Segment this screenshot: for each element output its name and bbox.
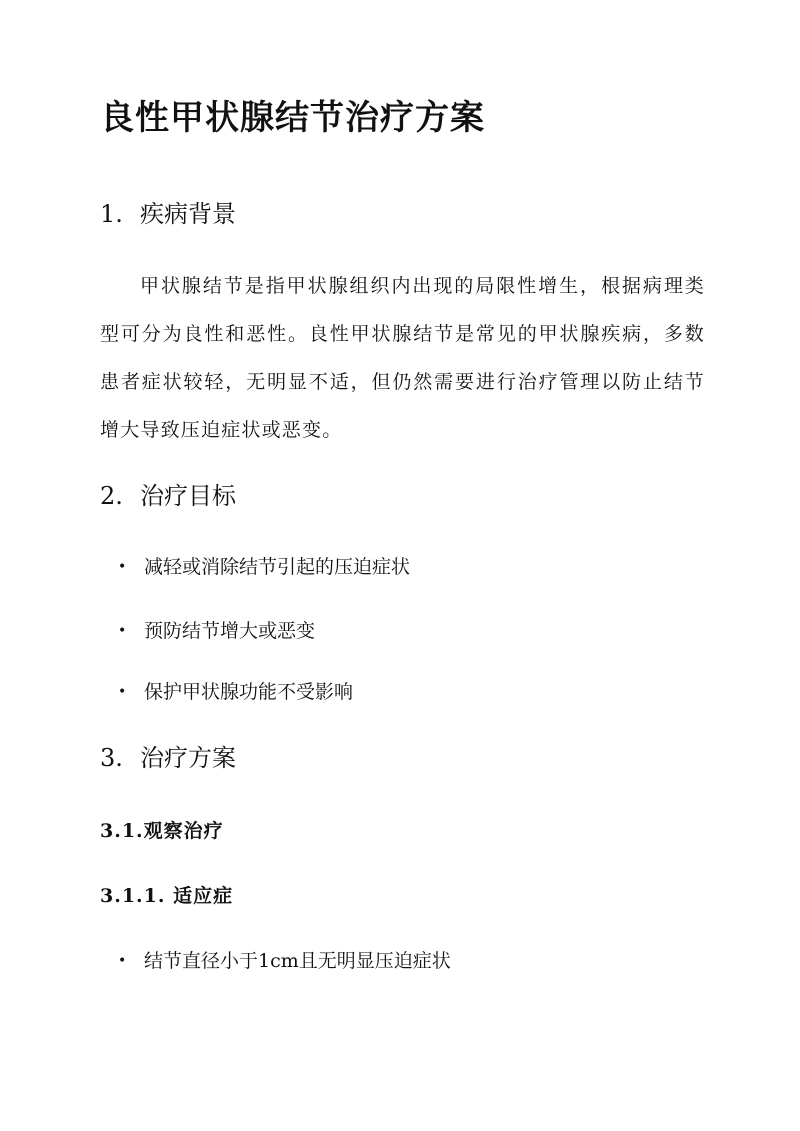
section-number: 3. (100, 744, 123, 772)
section-1-heading (100, 197, 236, 231)
bullet-icon: • (118, 623, 127, 639)
bullet-icon: • (118, 953, 127, 969)
subsection-heading: 3.1.观察治疗 (100, 820, 224, 842)
section-2-heading (100, 479, 236, 513)
section-title: 疾病背景 (140, 200, 236, 228)
section-3-heading (100, 741, 236, 775)
list-item-text: 保护甲状腺功能不受影响 (144, 681, 354, 703)
list-item (118, 678, 353, 706)
section-number: 1. (100, 200, 123, 228)
list-item-text: 预防结节增大或恶变 (144, 620, 316, 642)
list-item (118, 617, 315, 645)
section-number: 2. (100, 482, 123, 510)
bullet-icon: • (118, 684, 127, 700)
bullet-icon: • (118, 559, 127, 575)
subsubsection-heading: 3.1.1. 适应症 (100, 885, 234, 907)
document-title: 良性甲状腺结节治疗方案 (100, 98, 485, 138)
section-title: 治疗目标 (140, 482, 236, 510)
list-item-text: 结节直径小于1cm且无明显压迫症状 (144, 950, 451, 972)
list-item-text: 减轻或消除结节引起的压迫症状 (144, 556, 411, 578)
list-item (118, 947, 451, 975)
section-title: 治疗方案 (140, 744, 236, 772)
list-item (118, 553, 410, 581)
background-paragraph: 甲状腺结节是指甲状腺组织内出现的局限性增生，根据病理类型可分为良性和恶性。良性甲状腺结节是常见的甲状腺疾病，多数患者症状较轻，无明显不适，但仍然需要进行治疗管理以防止结节增大导致压迫症状或恶变。 (100, 275, 705, 441)
